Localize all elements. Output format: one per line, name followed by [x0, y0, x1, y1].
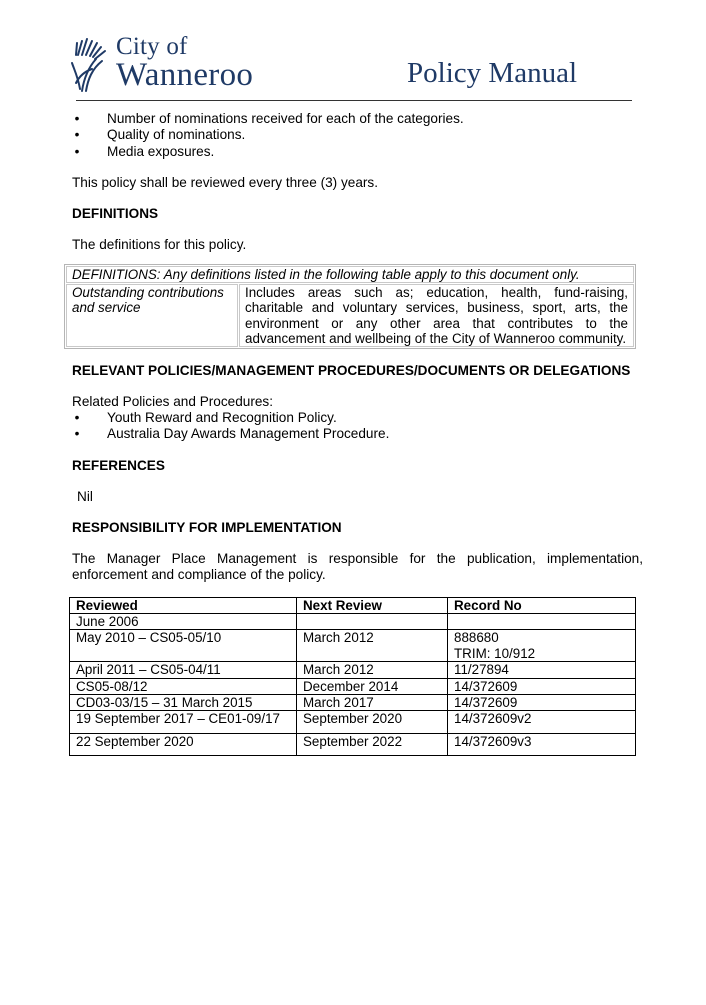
- references-text: Nil: [77, 488, 93, 504]
- bullet-icon: •: [74, 426, 80, 442]
- table-header-row: [70, 597, 636, 613]
- column-header: Next Review: [297, 597, 448, 613]
- list-item: • Media exposures.: [72, 144, 643, 160]
- related-policies-list: [72, 410, 643, 443]
- relevant-heading: RELEVANT POLICIES/MANAGEMENT PROCEDURES/DOCUMENTS OR DELEGATIONS: [72, 362, 631, 378]
- table-row: CD03-03/15 – 31 March 2015 March 2017 14/372609: [70, 694, 636, 710]
- column-header: Record No: [448, 597, 636, 613]
- logo-city-text: City of: [116, 33, 188, 60]
- list-item: • Quality of nominations.: [72, 127, 643, 143]
- bullet-icon: •: [74, 127, 80, 143]
- table-row: June 2006: [70, 613, 636, 629]
- list-item: • Australia Day Awards Management Procedure.: [72, 426, 643, 442]
- table-row: 22 September 2020 September 2022 14/372609v3: [70, 733, 636, 755]
- review-history-table: [69, 597, 636, 757]
- list-item: • Number of nominations received for each of the categories.: [72, 111, 643, 127]
- definition-term: Outstanding contributions and service: [66, 284, 238, 347]
- page-header: [70, 33, 633, 103]
- list-item: • Youth Reward and Recognition Policy.: [72, 410, 643, 426]
- table-row: May 2010 – CS05-05/10 March 2012 888680 TRIM: 10/912: [70, 630, 636, 662]
- definitions-intro: The definitions for this policy.: [72, 236, 247, 252]
- wanneroo-logo-icon: [70, 33, 118, 93]
- definitions-table-caption: DEFINITIONS: Any definitions listed in the following table apply to this document only.: [66, 266, 634, 283]
- definitions-heading: DEFINITIONS: [72, 205, 159, 221]
- table-row: 19 September 2017 – CE01-09/17 September 2020 14/372609v2: [70, 711, 636, 733]
- column-header: Reviewed: [70, 597, 297, 613]
- document-title: Policy Manual: [407, 57, 577, 89]
- logo-wanneroo-text: Wanneroo: [116, 57, 254, 93]
- responsibility-heading: RESPONSIBILITY FOR IMPLEMENTATION: [72, 519, 342, 535]
- table-row: CS05-08/12 December 2014 14/372609: [70, 678, 636, 694]
- criteria-list: [72, 111, 643, 160]
- document-body: [72, 111, 643, 756]
- relevant-intro: Related Policies and Procedures:: [72, 393, 273, 409]
- review-statement: This policy shall be reviewed every three (3) years.: [72, 174, 378, 190]
- header-divider: [76, 100, 632, 101]
- bullet-icon: •: [74, 143, 80, 159]
- responsibility-text: The Manager Place Management is responsible for the publication, implementation, enforcement and compliance of the policy.: [72, 550, 643, 582]
- table-row: April 2011 – CS05-04/11 March 2012 11/27894: [70, 662, 636, 678]
- bullet-icon: •: [74, 111, 80, 126]
- definition-text: Includes areas such as; education, health, fund-raising, charitable and voluntary services, business, sport, arts, the environment or any other area that contributes to the advancement and wellbeing of the City of Wanneroo community.: [239, 284, 634, 347]
- definitions-table: [64, 264, 636, 349]
- references-heading: REFERENCES: [72, 457, 165, 473]
- bullet-icon: •: [74, 409, 80, 425]
